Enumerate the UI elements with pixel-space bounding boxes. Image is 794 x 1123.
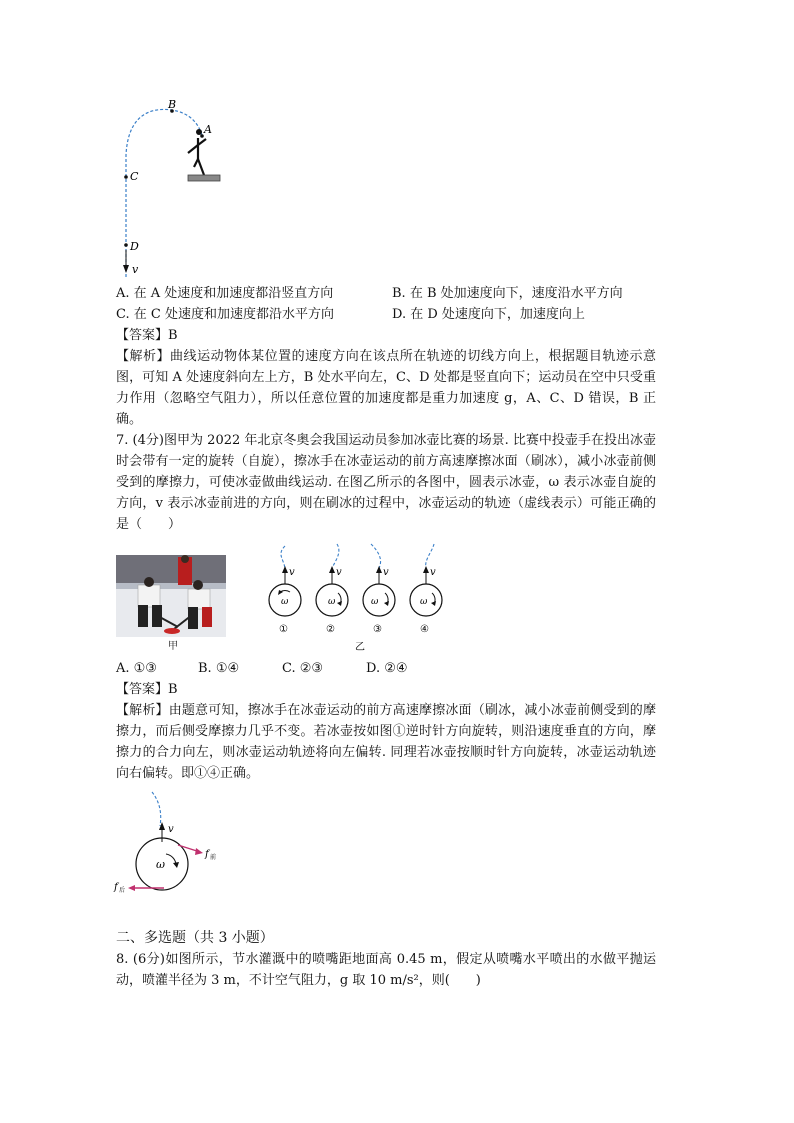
- q7-analysis: 【解析】由题意可知，擦冰手在冰壶运动的前方高速摩擦冰面（刷冰，减小冰壶前侧受到的摩擦力，而后侧受摩擦力几乎不变。若冰壶按如图①逆时针方向旋转，则沿速度垂直的方向，摩擦力的合力向左，则冰壶运动轨迹将向左偏转. 同理若冰壶按顺时针方向旋转，冰壶运动轨迹向右偏转。即①④正确。: [116, 703, 656, 781]
- label-jia: 甲: [168, 641, 178, 652]
- q6-option-c: C. 在 C 处速度和加速度都沿水平方向: [116, 307, 334, 322]
- svg-text:v: v: [430, 567, 436, 578]
- svg-text:后: 后: [119, 887, 126, 894]
- section-title: 二、多选题（共 3 小题）: [116, 930, 274, 946]
- svg-text:①: ①: [279, 624, 288, 635]
- q7-option-a: A. ①③: [116, 661, 157, 676]
- svg-text:ω: ω: [156, 858, 165, 871]
- q6-analysis: 【解析】曲线运动物体某位置的速度方向在该点所在轨迹的切线方向上，根据题目轨迹示意图，可知 A 处速度斜向左上方，B 处水平向左，C、D 处都是竖直向下；运动员在空中只受重力作用（忽略空气阻力），所以任意位置的加速度都是重力加速度 g，A、C、D 错误，B 正确。: [116, 349, 656, 427]
- svg-text:v: v: [132, 263, 139, 276]
- svg-text:v: v: [383, 567, 389, 578]
- diver-figure: [188, 138, 206, 175]
- svg-text:v: v: [336, 567, 342, 578]
- friction-figure: [110, 790, 230, 900]
- q6-answer: 【答案】B: [116, 328, 178, 343]
- q6-option-a: A. 在 A 处速度和加速度都沿竖直方向: [116, 286, 334, 301]
- svg-text:A: A: [204, 123, 212, 136]
- diving-platform: [188, 175, 220, 181]
- svg-text:ω: ω: [371, 597, 379, 607]
- point-d: [124, 243, 128, 247]
- diagram-3: [363, 544, 395, 635]
- svg-text:f: f: [114, 882, 118, 893]
- svg-text:ω: ω: [420, 597, 428, 607]
- svg-text:C: C: [130, 170, 139, 183]
- diagram-2: [316, 544, 348, 635]
- svg-text:D: D: [130, 240, 139, 253]
- svg-text:ω: ω: [281, 597, 289, 607]
- svg-text:③: ③: [373, 624, 382, 635]
- svg-text:②: ②: [326, 624, 335, 635]
- q7-option-d: D. ②④: [366, 661, 408, 676]
- q6-option-b: B. 在 B 处加速度向下，速度沿水平方向: [392, 286, 623, 301]
- diagram-1: [269, 546, 301, 635]
- point-c: [124, 175, 128, 179]
- svg-text:前: 前: [210, 854, 217, 861]
- svg-text:ω: ω: [328, 597, 336, 607]
- diagram-4: [410, 544, 442, 635]
- curling-diagrams: [255, 540, 465, 655]
- q7-stem: 7. (4分)图甲为 2022 年北京冬奥会我国运动员参加冰壶比赛的场景. 比赛中投壶手在投出冰壶时会带有一定的旋转（自旋），擦冰手在冰壶运动的前方高速摩擦冰面（刷冰），减小冰壶前侧受到的摩擦力，可使冰壶做曲线运动. 在图乙所示的各图中，圆表示冰壶，ω 表示冰壶自旋的方向，v 表示冰壶前进的方向，则在刷冰的过程中，冰壶运动的轨迹（虚线表示）可能正确的是（ ）: [116, 433, 656, 532]
- trajectory-figure: [110, 95, 240, 280]
- q7-option-c: C. ②③: [282, 661, 324, 676]
- q6-option-d: D. 在 D 处速度向下，加速度向上: [392, 307, 585, 322]
- q7-option-b: B. ①④: [198, 661, 240, 676]
- curling-photo: [116, 555, 226, 637]
- svg-text:f: f: [205, 849, 209, 860]
- q7-answer: 【答案】B: [116, 682, 178, 697]
- q8-stem: 8. (6分)如图所示，节水灌溉中的喷嘴距地面高 0.45 m，假定从喷嘴水平喷出的水做平抛运动，喷灌半径为 3 m，不计空气阻力，g 取 10 m/s²，则( ): [116, 952, 656, 988]
- svg-text:v: v: [289, 567, 295, 578]
- svg-text:乙: 乙: [355, 642, 365, 653]
- svg-text:B: B: [168, 98, 177, 111]
- svg-text:v: v: [168, 824, 174, 835]
- svg-text:④: ④: [420, 624, 429, 635]
